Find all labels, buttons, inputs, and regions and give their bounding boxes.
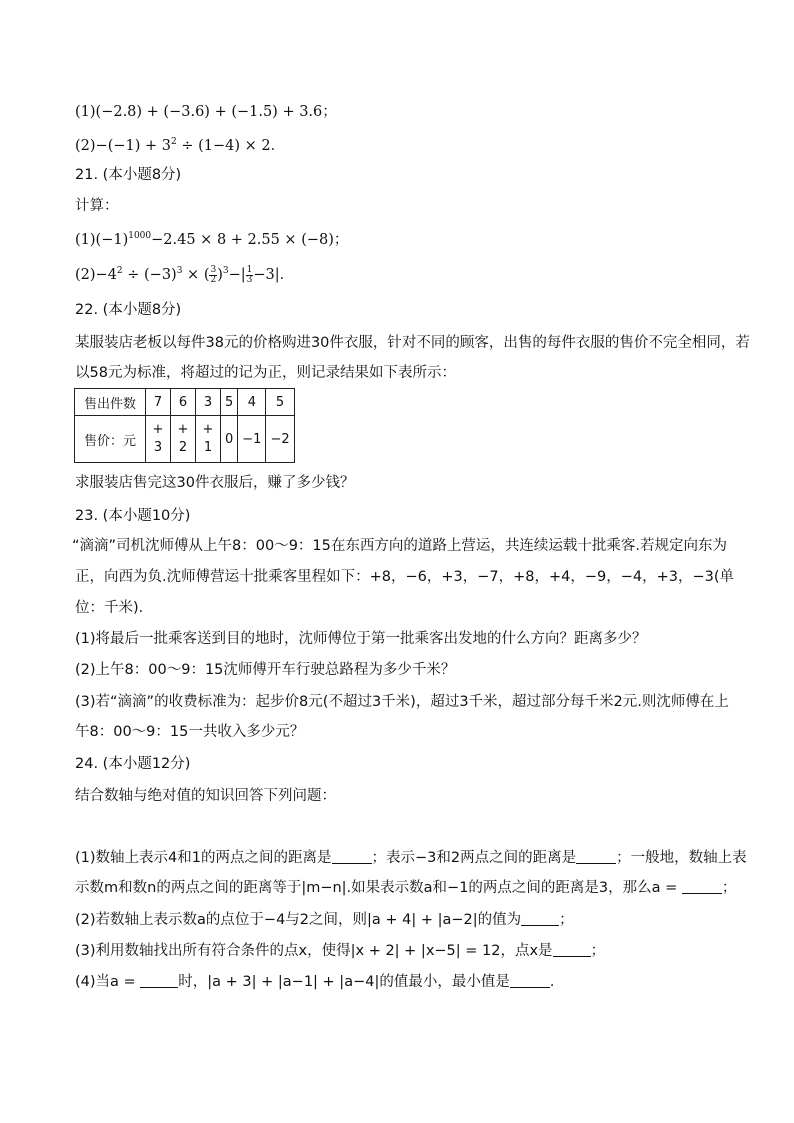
p22-text1: 某服装店老板以每件38元的价格购进30件衣服，针对不同的顾客，出售的每件衣服的售价不完全相同，若 <box>75 335 750 351</box>
p23-q3-line2: 午8：00～9：15一共收入多少元？ <box>75 724 305 740</box>
p24-q2: (2)若数轴上表示数a的点位于−4与2之间，则|a + 4| + |a−2|的值为 ； <box>75 912 574 928</box>
table-cell: 6 <box>171 389 196 416</box>
p21-q2: $(2)-4^2 \div (-3)^3$ × ( $\frac{3}{2}$ )$^3$−| $\frac{1}{3}$ −3|． <box>75 264 295 285</box>
table-cell: 7 <box>146 389 171 416</box>
answer-blank[interactable] <box>682 879 722 894</box>
table-cell: + 3 <box>146 416 171 463</box>
p24-header: 24. (本小题12分) <box>75 756 191 772</box>
table-cell: 5 <box>266 389 294 416</box>
fraction-1-3: $\frac{1}{3}$ <box>246 264 253 285</box>
table-cell: −1 <box>238 416 266 463</box>
p24-q1-line2: 示数m和数n的两点之间的距离等于|m−n|.如果表示数a和−1的两点之间的距离是3，那么a = ； <box>75 880 737 896</box>
answer-blank[interactable] <box>521 911 559 926</box>
p23-q1: (1)将最后一批乘客送到目的地时，沈师傅位于第一批乘客出发地的什么方向？距离多少？ <box>75 631 647 647</box>
p24-intro: 结合数轴与绝对值的知识回答下列问题： <box>75 788 336 804</box>
p24-q1-line1: (1)数轴上表示4和1的两点之间的距离是 ；表示−3和2两点之间的距离是 ；一般地，数轴上表 <box>75 850 747 866</box>
answer-blank[interactable] <box>332 849 372 864</box>
p23-q3-line1: (3)若“滴滴”的收费标准为：起步价8元(不超过3千米)，超过3千米，超过部分每千米2元.则沈师傅在上 <box>75 694 729 710</box>
p20-q2: $(2)-(-1) + 3^2 \div (1-4) \times 2$． <box>75 137 286 154</box>
p21-q1: $(1)(-1)^{1000}-2.45 \times 8 + 2.55 \times (-8)$； <box>75 231 349 248</box>
p24-q4: (4)当a = 时，|a + 3| + |a−1| + |a−4|的值最小，最小值是 ． <box>75 974 565 990</box>
table-label-price: 售价：元 <box>75 416 146 463</box>
table-label-count: 售出件数 <box>75 389 146 416</box>
p23-q2: (2)上午8：00～9：15沈师傅开车行驶总路程为多少千米？ <box>75 662 456 678</box>
answer-blank[interactable] <box>510 973 550 988</box>
p23-text3: 位：千米)． <box>75 600 154 616</box>
answer-blank[interactable] <box>576 849 616 864</box>
p21-header: 21. (本小题8分) <box>75 167 182 183</box>
p22-header: 22. (本小题8分) <box>75 302 182 318</box>
p23-text2: 正，向西为负.沈师傅营运十批乘客里程如下：+8，−6，+3，−7，+8，+4，−9，−4，+3，−3(单 <box>75 569 735 585</box>
answer-blank[interactable] <box>553 942 591 957</box>
p21-intro: 计算： <box>75 198 119 214</box>
p23-header: 23. (本小题10分) <box>75 508 191 524</box>
table-cell: 4 <box>238 389 266 416</box>
table-cell: + 1 <box>196 416 221 463</box>
p24-q3: (3)利用数轴找出所有符合条件的点x，使得|x + 2| + |x−5| = 12，点x是 ； <box>75 943 606 959</box>
table-cell: 3 <box>196 389 221 416</box>
sales-table <box>74 388 295 463</box>
p22-text2: 以58元为标准，将超过的记为正，则记录结果如下表所示： <box>75 365 456 381</box>
p23-text1: “滴滴”司机沈师傅从上午8：00～9：15在东西方向的道路上营运，共连续运载十批乘客.若规定向东为 <box>72 538 727 554</box>
table-cell: 0 <box>221 416 238 463</box>
p22-question: 求服装店售完这30件衣服后，赚了多少钱？ <box>75 475 355 491</box>
table-cell: 5 <box>221 389 238 416</box>
fraction-3-2: $\frac{3}{2}$ <box>210 264 217 285</box>
table-cell: + 2 <box>171 416 196 463</box>
table-cell: −2 <box>266 416 294 463</box>
p20-q1: (1)(−2.8) + (−3.6) + (−1.5) + 3.6； <box>75 104 337 120</box>
answer-blank[interactable] <box>140 973 178 988</box>
